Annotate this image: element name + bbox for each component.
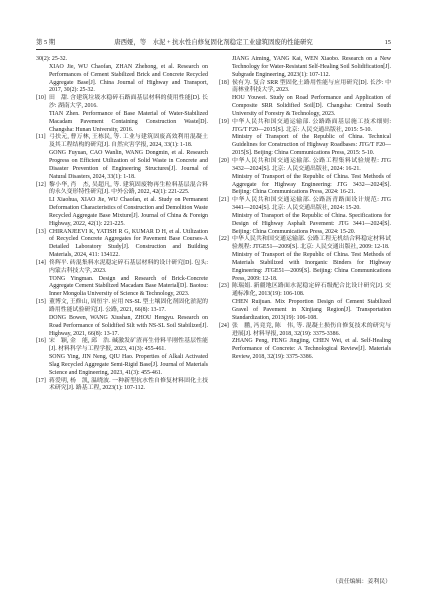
reference-entry-en	[219, 299, 391, 323]
reference-text: GONG Fuyuan, CAO Wanlin, WANG Dongmin, et al. Research Progress on Efficient Utilization of Solid Waste in Concrete and Disaster Prevention of Engineering Structures[J]. Journal of Natural Disasters, 2024, 33(1): 1-18.	[49, 150, 208, 180]
reference-entry-cn	[219, 236, 391, 252]
editor-note: （责任编辑：姜利民）	[332, 579, 391, 585]
reference-text: Ministry of Transport of the Republic of China. Technical Guidelines for Construction of Highway Roadbases: JTG/T F20—2015[S]. Beijing: China Communications Press, 2015: 5-10.	[232, 134, 391, 157]
reference-text: 田 甜. 含建筑垃圾水稳碎石路面基层材料的使用性能[D]. 长沙: 湖南大学, 2016.	[49, 95, 208, 110]
reference-number: [17]	[36, 377, 46, 384]
reference-entry-en	[219, 134, 391, 158]
reference-text: 董博文, 王修山, 周恒宇. 应用 NS-SL 型土壤固化剂固化淤泥的路用性能试验研究[J]. 公路, 2021, 66(8): 13-17.	[49, 299, 208, 313]
reference-text: 张 鹏, 冯竟竞, 陈 伟, 等. 混凝土损伤自修复技术的研究与进展[J]. 材料导报, 2018, 32(19): 3375-3386.	[232, 322, 391, 337]
reference-text: XIAO Jie, WU Chaofan, ZHAN Zhehong, et al. Research on Performances of Cement Stabilized Brick and Concrete Recycled Aggregate Base[J]. China Journal of Highway and Transport, 2017, 30(2): 25-32.	[49, 63, 208, 94]
reference-text: 中华人民共和国交通运输部. 公路沥青路面设计规范: JTG 3441—2024[S]. 北京: 人民交通出版社, 2024: 15-20.	[232, 197, 391, 212]
reference-text: 佟辉平. 砖混集料水泥稳定碎石基层材料的设计研究[D]. 包头: 内蒙古科技大学, 2023.	[49, 259, 208, 274]
reference-entry-en	[36, 111, 208, 135]
reference-number: [22]	[219, 236, 229, 243]
header-rule	[36, 49, 391, 50]
reference-text: TONG Yingman. Design and Research of Brick-Concrete Aggregate Cement Stabilized Macadam Base Material[D]. Baotou: Inner Mongolia University of Science & Technology, 2023.	[49, 275, 208, 298]
reference-entry-en	[36, 56, 208, 64]
reference-number: [10]	[36, 95, 46, 102]
reference-number: [23]	[219, 283, 229, 290]
reference-text: JIANG Aiming, YANG Kai, WEN Xiaobo. Research on a New Technology for Water-Resistant Self-Healing Soil Solidification[J]. Subgrade Engineering, 2023(1): 107-112.	[232, 56, 391, 78]
reference-text: 中华人民共和国交通运输部. 公路工程集料试验规程: JTG 3432—2024[S]. 北京: 人民交通出版社, 2024: 16-21.	[232, 157, 391, 172]
reference-text: Ministry of Transport of the Republic of China. Specifications for Design of Highway Asphalt Pavement: JTG 3441—2024[S]. Beijing: China Communications Press, 2024: 15-20.	[232, 212, 391, 235]
reference-text: DONG Bowen, WANG Xiushan, ZHOU Hengyu. Research on Road Performance of Solidified Silt with NS-SL Soil Stabilizer[J]. Highway, 2021, 66(8): 13-17.	[49, 314, 208, 337]
reference-number: [12]	[36, 181, 46, 188]
reference-entry-cn	[219, 119, 391, 135]
reference-entry-en	[36, 150, 208, 181]
reference-number: [18]	[219, 79, 229, 86]
reference-number: [24]	[219, 322, 229, 329]
reference-text: ZHANG Peng, FENG Jingjing, CHEN Wei, et al. Self-Healing Performance of Concrete: A Technological Review[J]. Materials Review, 2018, 32(19): 3375-3386.	[232, 338, 391, 361]
reference-text: 中华人民共和国交通运输部. 公路工程无机结合料稳定材料试验规程: JTGE51—2009[S]. 北京: 人民交通出版社, 2009: 12-18.	[232, 236, 391, 251]
issue-label: 第 5 期	[36, 39, 56, 46]
reference-text: CHIRANJEEVI K, YATISH R G, KUMAR D H, et al. Utilization of Recycled Concrete Aggregates for Pavement Base Courses-A Detailed Laboratory Study[J]. Construction and Building Materials, 2024, 411: 134122.	[49, 228, 208, 259]
running-title: 唐西娅，等 水泥 + 抗水性自修复固化剂稳定工业建筑固废的性能研究	[114, 39, 313, 46]
reference-column-left	[36, 56, 208, 588]
reference-text: 蒋爱明, 杨 凯, 温晓波. 一种新型抗水性自修复材料固化土技术研究[J]. 路基工程, 2023(1): 107-112.	[49, 377, 208, 392]
reference-number: [19]	[219, 118, 229, 125]
reference-entry-en	[219, 338, 391, 362]
reference-column-right	[219, 56, 391, 588]
reference-entry-en	[36, 354, 208, 378]
reference-entry-en	[36, 229, 208, 260]
reference-text: 侯有为. 复合 SRR 型固化土路用性能与应用研究[D]. 长沙: 中南林业科技大学, 2023.	[232, 79, 391, 94]
reference-entry-cn	[219, 323, 391, 339]
reference-entry-cn	[219, 80, 391, 96]
reference-number: [16]	[36, 338, 46, 345]
reference-text: SONG Ying, JIN Neng, QIU Hao. Properties of Alkali Activated Slag Recycled Aggregate Semi-Rigid Base[J]. Journal of Materials Science and Engineering, 2023, 41(3): 455-461.	[49, 354, 208, 376]
reference-entry-cn	[219, 197, 391, 213]
reference-entry-en	[219, 174, 391, 198]
reference-text: HOU Youwei. Study on Road Performance and Application of Composite SRR Solidified Soil[D]. Changsha: Central South University of Forestry & Technology, 2023.	[232, 95, 391, 117]
reference-entry-en	[219, 95, 391, 119]
reference-entry-cn	[36, 134, 208, 150]
reference-text: 弓扶元, 曹万林, 王栋民, 等. 工业与建筑固废高效利用混凝土及其工程结构的研究[J]. 自然灾害学报, 2024, 33(1): 1-18.	[49, 134, 208, 149]
reference-text: TIAN Zhen. Performance of Base Material of Water-Stabilized Macadam Pavement Containing Construction Waste[D]. Changsha: Hunan University, 2016.	[49, 110, 208, 133]
reference-text: 中华人民共和国交通运输部. 公路路面基层施工技术细则: JTG/T F20—2015[S]. 北京: 人民交通出版社, 2015: 5-10.	[232, 118, 391, 133]
reference-number: [14]	[36, 259, 46, 266]
reference-entry-cn	[36, 182, 208, 198]
reference-entry-cn	[36, 95, 208, 111]
reference-text: 30(2): 25-32.	[36, 56, 68, 62]
reference-text: CHEN Ruijuan. Mix Proportion Design of Cement Stabilized Gravel of Pavement in Xinjiang Region[J]. Transportation Standardization, 2013(19): 106-108.	[232, 299, 391, 321]
reference-entry-cn	[219, 283, 391, 299]
running-head	[36, 38, 391, 48]
reference-entry-cn	[219, 158, 391, 174]
reference-text: 黎小华, 肖 杰, 吴超凡, 等. 建筑固废物再生粒料基层混合料的永久变形特性研究[J]. 中外公路, 2022, 42(1): 221-225.	[49, 181, 208, 196]
reference-entry-en	[219, 56, 391, 80]
reference-entry-en	[36, 197, 208, 228]
reference-entry-cn	[36, 378, 208, 394]
reference-entry-cn	[36, 299, 208, 315]
reference-entry-en	[219, 213, 391, 237]
reference-text: 陈瑞娟. 新疆地区路面水泥稳定碎石级配合比设计研究[J]. 交通标准化, 2013(19): 106-108.	[232, 283, 391, 298]
reference-text: LI Xiaohua, XIAO Jie, WU Chaofan, et al. Study on Permanent Deformation Characteristics of Construction and Demolition Waste Recycled Aggregate Base Mixture[J]. Journal of China & Foreign Highway, 2022, 42(1): 221-225.	[49, 197, 208, 227]
reference-entry-en	[36, 315, 208, 339]
reference-number: [11]	[36, 134, 46, 141]
reference-text: Ministry of Transport of the Republic of China. Test Methods of Aggregate for Highway Engineering: JTG 3432—2024[S]. Beijing: China Communications Press, 2024: 16-21.	[232, 173, 391, 196]
reference-number: [15]	[36, 299, 46, 306]
reference-text: 宋 颖, 金 能, 邱 浩. 碱激发矿渣再生骨料半刚性基层性能[J]. 材料科学与工程学报, 2023, 41(3): 455-461.	[49, 338, 208, 353]
reference-entry-cn	[36, 338, 208, 354]
reference-entry-cn	[36, 260, 208, 276]
page-number: 15	[384, 39, 391, 46]
reference-text: Ministry of Transport of the Republic of China. Test Methods of Materials Stabilized with Inorganic Binders for Highway Engineering: JTGE51—2009[S]. Beijing: China Communications Press, 2009: 12-18.	[232, 252, 391, 282]
reference-entry-en	[36, 64, 208, 95]
reference-number: [20]	[219, 157, 229, 164]
reference-number: [21]	[219, 197, 229, 204]
reference-number: [13]	[36, 228, 46, 235]
reference-entry-en	[36, 276, 208, 300]
reference-entry-en	[219, 252, 391, 283]
